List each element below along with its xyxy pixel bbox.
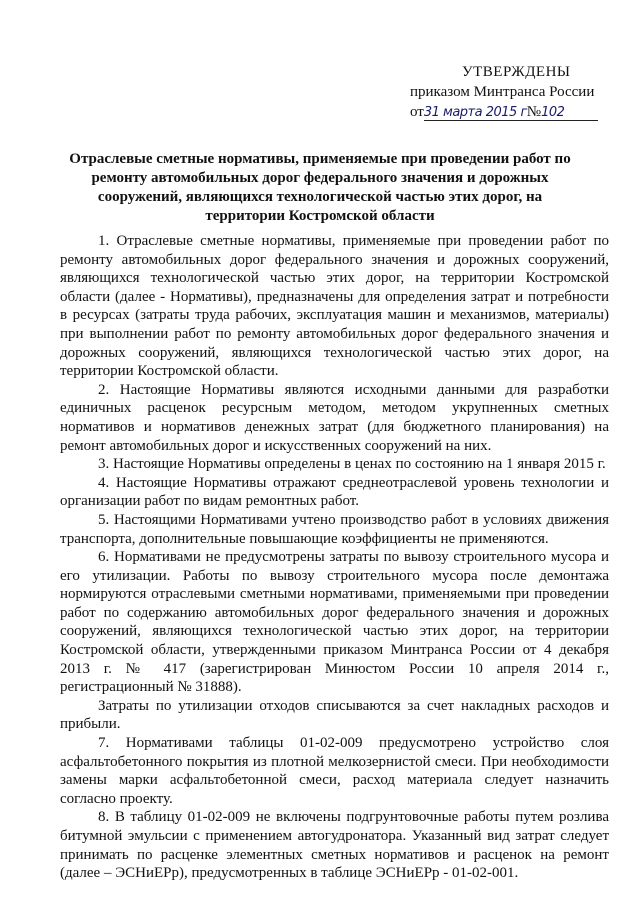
document-title: Отраслевые сметные нормативы, применяемые при проведении работ по ремонту автомобильных дорог федерального значения и дорожных сооружений, являющихся технологической частью этих дорог, на территории Костромской области — [69, 151, 571, 224]
approval-stamp-block — [410, 62, 610, 123]
approval-order-line — [410, 102, 610, 123]
paragraph-6: 6. Нормативами не предусмотрены затраты по вывозу строительного мусора и его утилизации. Работы по вывозу строительного мусора после демонтажа нормируются отраслевыми сметными нормативами, применяемыми при проведении работ по содержанию автомобильных дорог федерального значения и дорожных сооружений, являющихся технологической частью этих дорог, на территории Костромской области, утвержденными приказом Минтранса России от 4 декабря 2013 г. № 417 (зарегистрирован Минюстом России 10 апреля 2014 г., регистрационный № 31888). — [60, 549, 609, 696]
approval-authority: приказом Минтранса России — [410, 84, 595, 100]
order-number-handwritten: 102 — [541, 105, 565, 120]
paragraph-6-continued: Затраты по утилизации отходов списываются за счет накладных расходов и прибыли. — [60, 697, 609, 733]
paragraph-1: 1. Отраслевые сметные нормативы, применяемые при проведении работ по ремонту автомобильных дорог федерального значения и дорожных сооружений, являющихся технологической частью этих дорог, на территории Костромской области (далее - Нормативы), предназначены для определения затрат и потребности в ресурсах (затраты труда рабочих, эксплуатация машин и механизмов, материалы) при выполнении работ по ремонту автомобильных дорог федерального значения и дорожных сооружений, являющихся технологической частью этих дорог, на территории Костромской области. — [60, 233, 609, 380]
paragraph-2: 2. Настоящие Нормативы являются исходными данными для разработки единичных расценок ресурсным методом, методом укрупненных сметных нормативов и нормативов денежных затрат (для бюджетного планирования) на ремонт автомобильных дорог и искусственных сооружений на них. — [60, 381, 609, 454]
order-number-prefix: № — [526, 104, 542, 120]
document-body — [60, 232, 609, 883]
paragraph-3: 3. Настоящие Нормативы определены в ценах по состоянию на 1 января 2015 г. — [98, 456, 606, 473]
paragraph-8: 8. В таблицу 01-02-009 не включены подгрунтовочные работы путем розлива битумной эмульсии с применением автогудронатора. Указанный вид затрат следует принимать по расценке элементных сметных нормативов и расценок на ремонт (далее – ЭСНиЕРр), предусмотренных в таблице ЭСНиЕРр - 01-02-001. — [60, 809, 609, 882]
paragraph-7: 7. Нормативами таблицы 01-02-009 предусмотрено устройство слоя асфальтобетонного покрытия из плотной мелкозернистой смеси. При необходимости замены марки асфальтобетонной смеси, расход материала следует назначить согласно проекту. — [60, 735, 609, 807]
paragraph-4: 4. Настоящие Нормативы отражают среднеотраслевой уровень технологии и организации работ по видам ремонтных работ. — [60, 474, 609, 510]
paragraph-5: 5. Настоящими Нормативами учтено производство работ в условиях движения транспорта, дополнительные повышающие коэффициенты не применяются. — [60, 511, 609, 547]
approval-heading: УТВЕРЖДЕНЫ — [462, 64, 571, 80]
order-prefix: от — [410, 104, 424, 120]
order-underline — [424, 120, 598, 121]
order-date-handwritten: 31 марта 2015 г — [423, 105, 527, 120]
